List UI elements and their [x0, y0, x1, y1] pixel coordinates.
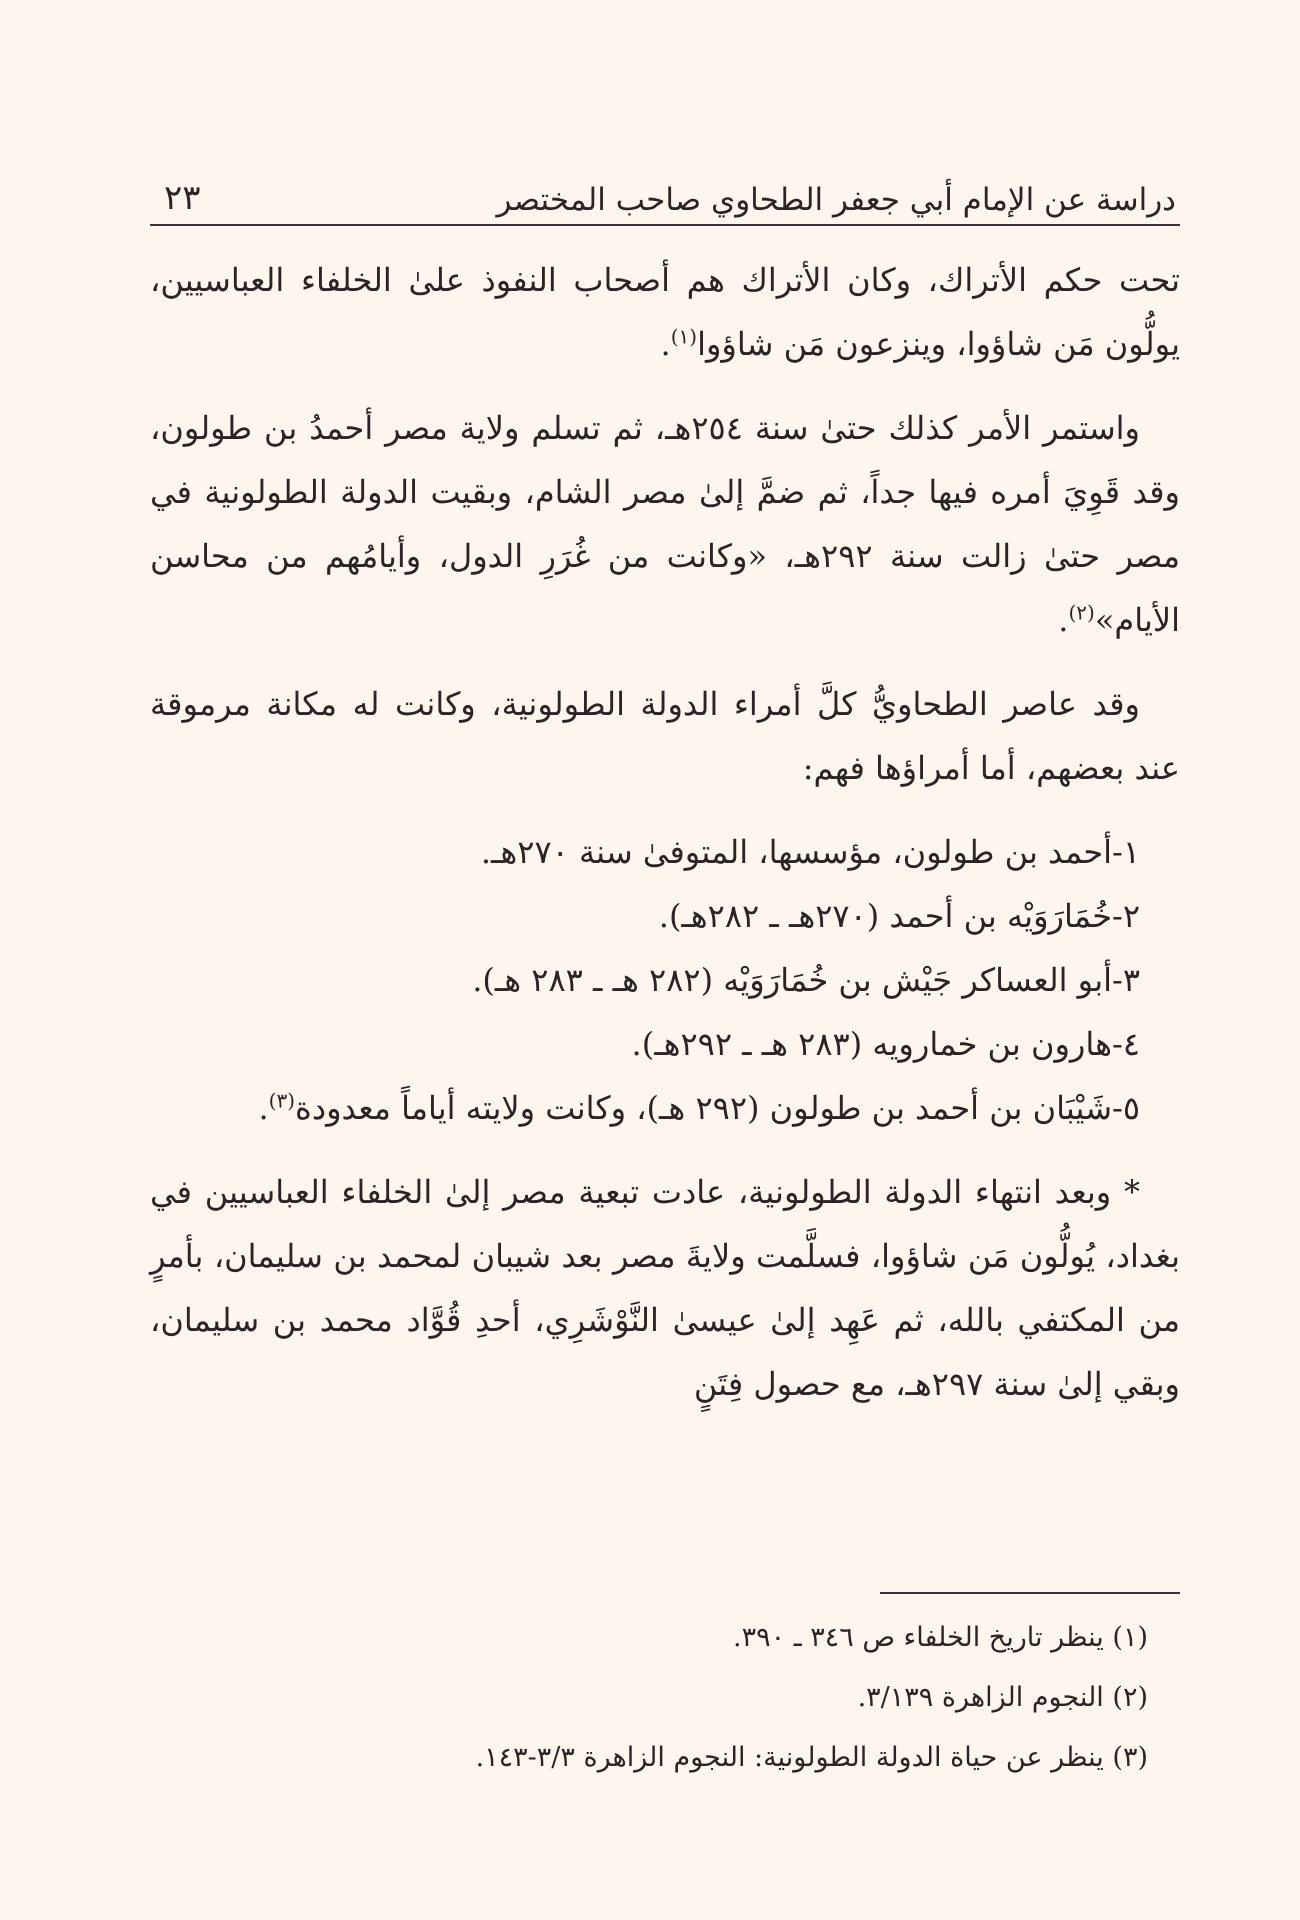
header-title: دراسة عن الإمام أبي جعفر الطحاوي صاحب المختصر: [496, 182, 1176, 218]
list-item-5-text: ٥-شَيْبَان بن أحمد بن طولون (٢٩٢ هـ)، وكانت ولايته أياماً معدودة: [295, 1089, 1140, 1127]
list-item: ٣-أبو العساكر جَيْش بن خُمَارَوَيْه (٢٨٢ هـ ـ ٢٨٣ هـ).: [472, 961, 1140, 999]
body-text: [150, 248, 1180, 1416]
footnotes: [150, 1592, 1180, 1792]
footnote-3: (٣) ينظر عن حياة الدولة الطولونية: النجوم الزاهرة ٣/٣-١٤٣.: [475, 1742, 1148, 1773]
paragraph-2-end: .: [1058, 601, 1069, 639]
page: [150, 160, 1180, 1436]
running-header: [150, 160, 1180, 226]
footnote-ref-1: (١): [670, 324, 698, 349]
list-item: [150, 1076, 1180, 1140]
footnote-ref-3: (٣): [268, 1088, 296, 1113]
list-item-5-end: .: [258, 1089, 269, 1127]
footnote-1: (١) ينظر تاريخ الخلفاء ص ٣٤٦ ـ ٣٩٠.: [733, 1622, 1148, 1653]
paragraph-1: [150, 248, 1180, 376]
footnote-divider: [880, 1592, 1180, 1594]
list-item: ١-أحمد بن طولون، مؤسسها، المتوفىٰ سنة ٢٧٠هـ.: [480, 833, 1140, 871]
paragraph-1-text: تحت حكم الأتراك، وكان الأتراك هم أصحاب النفوذ علىٰ الخلفاء العباسيين، يولُّون مَن شاؤوا، وينزعون مَن شاؤوا: [150, 261, 1181, 363]
paragraph-2-text: واستمر الأمر كذلك حتىٰ سنة ٢٥٤هـ، ثم تسلم ولاية مصر أحمدُ بن طولون، وقد قَوِيَ أمره فيها جداً، ثم ضمَّ إلىٰ مصر الشام، وبقيت الدولة الطولونية في مصر حتىٰ زالت سنة ٢٩٢هـ، «وكانت من غُرَرِ الدول، وأيامُهم من محاسن الأيام»: [150, 409, 1181, 639]
footnote-2: (٢) النجوم الزاهرة ٣/١٣٩.: [857, 1682, 1148, 1713]
rulers-list: [150, 820, 1180, 1140]
list-item: ٢-خُمَارَوَيْه بن أحمد (٢٧٠هـ ـ ٢٨٢هـ).: [658, 897, 1140, 935]
page-number: ٢٣: [164, 178, 201, 218]
paragraph-4: * وبعد انتهاء الدولة الطولونية، عادت تبعية مصر إلىٰ الخلفاء العباسيين في بغداد، يُولُّون مَن شاؤوا، فسلَّمت ولايةَ مصر بعد شيبان لمحمد بن سليمان، بأمرٍ من المكتفي بالله، ثم عَهِد إلىٰ عيسىٰ النَّوْشَرِي، أحدِ قُوَّاد محمد بن سليمان، وبقي إلىٰ سنة ٢٩٧هـ، مع حصول فِتَنٍ: [150, 1173, 1180, 1403]
paragraph-1-end: .: [660, 325, 671, 363]
list-item: ٤-هارون بن خمارويه (٢٨٣ هـ ـ ٢٩٢هـ).: [631, 1025, 1140, 1063]
paragraph-2: [150, 396, 1180, 652]
paragraph-3: وقد عاصر الطحاويُّ كلَّ أمراء الدولة الطولونية، وكانت له مكانة مرموقة عند بعضهم، أما أمراؤها فهم:: [150, 685, 1180, 787]
footnote-ref-2: (٢): [1068, 600, 1095, 625]
